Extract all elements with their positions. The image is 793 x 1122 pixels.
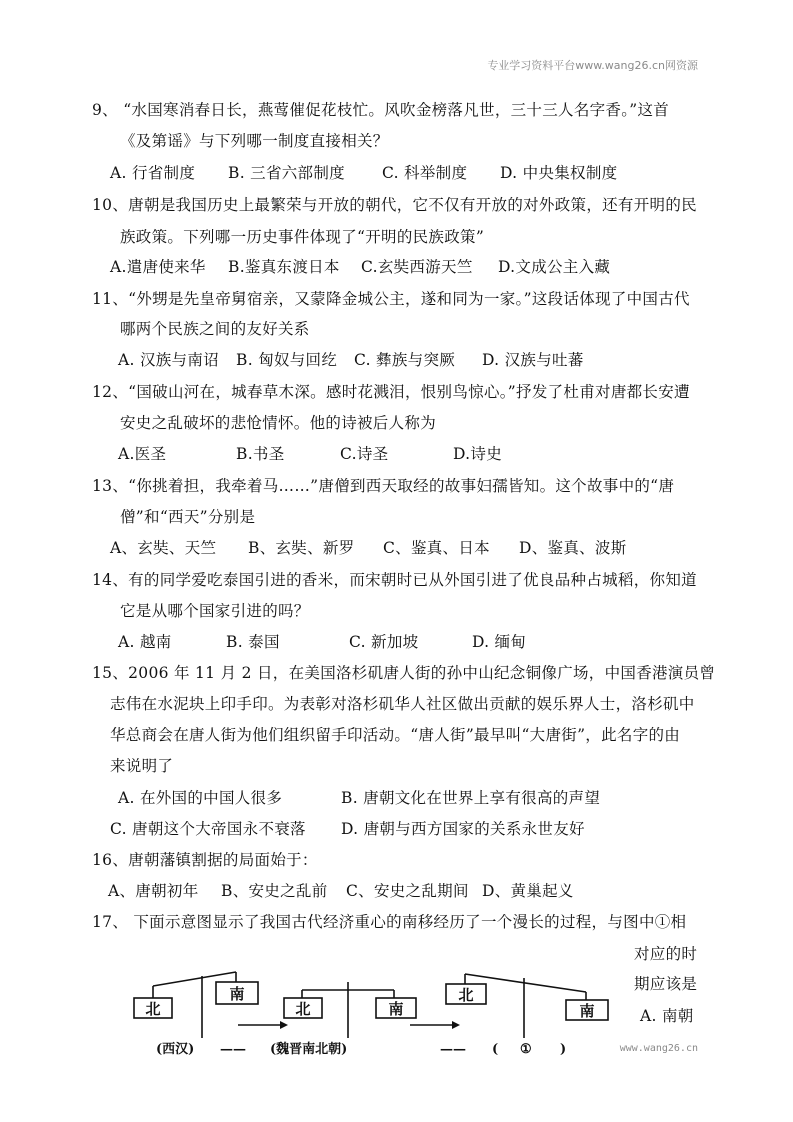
page-footer-watermark: www.wang26.cn: [619, 1043, 698, 1054]
option-c: C. 彝族与突厥: [354, 351, 456, 369]
option-c: C.玄奘西游天竺: [361, 258, 473, 276]
option-a: A、唐朝初年: [108, 882, 199, 900]
option-b: B.书圣: [236, 445, 285, 463]
south-label: 南: [229, 985, 245, 1003]
north-label: 北: [145, 1000, 161, 1018]
question-16-options: [108, 880, 574, 902]
option-d: D.文成公主入藏: [498, 258, 611, 276]
option-a: A.遣唐使来华: [110, 258, 206, 276]
option-d: D. 唐朝与西方国家的关系永世友好: [341, 820, 585, 838]
south-label: 南: [388, 1000, 404, 1018]
arrow-dash: ——: [220, 1042, 246, 1057]
option-c: C. 唐朝这个大帝国永不衰落: [110, 820, 306, 838]
option-c: C、鉴真、日本: [383, 539, 490, 557]
arrow-dash: ——: [440, 1042, 466, 1057]
question-9-options: [110, 162, 617, 184]
question-15-stem-cont-3: 来说明了: [110, 757, 174, 775]
option-a: A.医圣: [118, 445, 167, 463]
question-14-options: [118, 631, 526, 653]
question-11-options: [118, 349, 584, 371]
question-14-stem: 14、有的同学爱吃泰国引进的香米，而宋朝时已从外国引进了优良品种占城稻，你知道: [92, 571, 697, 589]
paren-close: ): [560, 1042, 567, 1057]
option-d: D、黄巢起义: [482, 882, 574, 900]
question-17-stem: 17、 下面示意图显示了我国古代经济重心的南移经历了一个漫长的过程，与图中①相: [92, 913, 687, 931]
question-9-stem-cont: 《及第谣》与下列哪一制度直接相关？: [120, 132, 389, 150]
question-12-options: [118, 443, 502, 465]
option-b: B. 泰国: [226, 633, 280, 651]
option-b: B. 三省六部制度: [228, 164, 345, 182]
question-15-stem-cont-1: 志伟在水泥块上印手印。为表彰对洛杉矶华人社区做出贡献的娱乐界人士，洛杉矶中: [110, 695, 695, 713]
option-d: D. 汉族与吐蕃: [482, 351, 584, 369]
question-13-stem: 13、“你挑着担，我牵着马……”唐僧到西天取经的故事妇孺皆知。这个故事中的“唐: [92, 477, 675, 495]
economic-center-diagram: [120, 962, 620, 1062]
option-a: A. 行省制度: [110, 164, 196, 182]
option-b: B.鉴真东渡日本: [228, 258, 340, 276]
question-17-option-a: A. 南朝: [640, 1007, 694, 1025]
question-13-options: [110, 537, 627, 559]
question-15-stem: 15、2006 年 11 月 2 日，在美国洛杉矶唐人街的孙中山纪念铜像广场，中国香港演员曾: [92, 664, 716, 682]
option-a: A. 越南: [118, 633, 172, 651]
south-label: 南: [579, 1002, 595, 1020]
period-label-western-han: (西汉): [156, 1042, 195, 1057]
question-10-stem-cont: 族政策。下列哪一历史事件体现了“开明的民族政策”: [120, 228, 485, 246]
question-17-stem-cont-1: 对应的时: [634, 945, 698, 963]
option-b: B、玄奘、新罗: [248, 539, 355, 557]
question-17-stem-cont-2: 期应该是: [634, 975, 698, 993]
option-c: C.诗圣: [340, 445, 389, 463]
option-a: A. 汉族与南诏: [118, 351, 219, 369]
option-b: B. 匈奴与回纥: [236, 351, 338, 369]
question-9-stem: 9、 “水国寒消春日长，燕莺催促花枝忙。风吹金榜落凡世，三十三人名字香。”这首: [92, 101, 670, 119]
option-a: A. 在外国的中国人很多: [118, 789, 283, 807]
page-header-watermark: 专业学习资料平台www.wang26.cn网资源: [487, 59, 698, 72]
option-c: C. 科举制度: [382, 164, 468, 182]
question-11-stem-cont: 哪两个民族之间的友好关系: [120, 320, 310, 338]
question-10-stem: 10、唐朝是我国历史上最繁荣与开放的朝代，它不仅有开放的对外政策，还有开明的民: [92, 196, 697, 214]
paren-open: (: [492, 1042, 499, 1057]
option-c: C. 新加坡: [349, 633, 419, 651]
option-a: A、玄奘、天竺: [110, 539, 217, 557]
option-d: D.诗史: [453, 445, 503, 463]
question-15-options-row1: [118, 787, 600, 809]
option-b: B. 唐朝文化在世界上享有很高的声望: [341, 789, 601, 807]
question-13-stem-cont: 僧”和“西天”分别是: [120, 508, 256, 526]
option-c: C、安史之乱期间: [346, 882, 469, 900]
question-16-stem: 16、唐朝藩镇割据的局面始于：: [92, 851, 318, 869]
question-15-stem-cont-2: 华总商会在唐人街为他们组织留手印活动。“唐人街”最早叫“大唐街”，此名字的由: [110, 726, 681, 744]
north-label: 北: [458, 986, 474, 1004]
option-d: D. 中央集权制度: [500, 164, 618, 182]
question-10-options: [110, 256, 610, 278]
question-15-options-row2: [110, 818, 585, 840]
question-12-stem: 12、“国破山河在，城春草木深。感时花溅泪，恨别鸟惊心。”抒发了杜甫对唐都长安遭: [92, 383, 690, 401]
question-12-stem-cont: 安史之乱破坏的悲怆情怀。他的诗被后人称为: [120, 414, 437, 432]
question-14-stem-cont: 它是从哪个国家引进的吗？: [120, 602, 310, 620]
option-d: D、鉴真、波斯: [519, 539, 627, 557]
period-label-wei-jin: (魏晋南北朝): [270, 1042, 348, 1057]
option-b: B、安史之乱前: [221, 882, 328, 900]
option-d: D. 缅甸: [472, 633, 527, 651]
question-11-stem: 11、“外甥是先皇帝舅宿亲，又蒙降金城公主，遂和同为一家。”这段话体现了中国古代: [92, 290, 690, 308]
period-label-circled-1: ①: [520, 1042, 532, 1057]
north-label: 北: [295, 1000, 311, 1018]
